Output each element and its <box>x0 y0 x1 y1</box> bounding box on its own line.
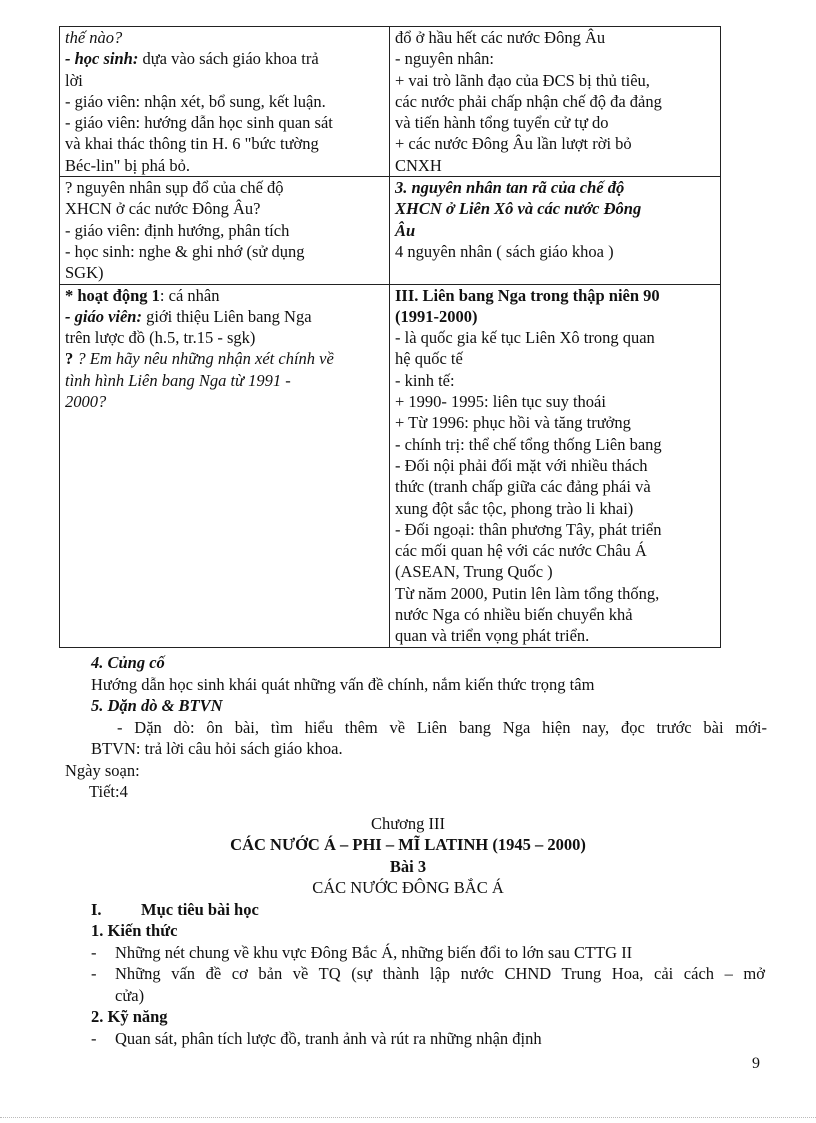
row1-right-line: đổ ở hầu hết các nước Đông Âu <box>395 28 606 47</box>
row2-left-line: SGK) <box>65 263 104 283</box>
period: Tiết:4 <box>89 782 128 801</box>
row1-right-cell <box>390 27 721 177</box>
row3-left-cell <box>60 284 390 647</box>
row2-right-heading: Âu <box>395 220 416 240</box>
row2-right-text: 4 nguyên nhân ( sách giáo khoa ) <box>395 241 614 261</box>
objectives-heading <box>0 899 816 921</box>
row3-right-line: nước Nga có nhiều biến chuyển khả <box>395 605 633 625</box>
row3-right-line: thức (tranh chấp giữa các đảng phái và <box>395 477 651 497</box>
activity-rest: : cá nhân <box>159 285 220 305</box>
teacher-label: - giáo viên: <box>65 306 142 326</box>
row2-left-cell <box>60 177 390 284</box>
row2-right-cell <box>390 177 721 284</box>
row1-right-line: CNXH <box>395 155 442 175</box>
question-line: ? ? Em hãy nêu những nhận xét chính về <box>65 349 334 369</box>
homework-line: - Dặn dò: ôn bài, tìm hiểu thêm về Liên bang Nga hiện nay, đọc trước bài mới- <box>117 717 767 737</box>
question-line: tình hình Liên bang Nga từ 1991 - <box>65 370 291 390</box>
row3-right-line: (ASEAN, Trung Quốc ) <box>395 562 553 582</box>
row1-right-line: các nước phải chấp nhận chế độ đa đảng <box>395 91 662 111</box>
row3-right-line: - là quốc gia kế tục Liên Xô trong quan <box>395 328 655 348</box>
objectives-roman: I. <box>91 899 102 919</box>
question-line: 2000? <box>65 392 107 412</box>
row3-right-line: xung đột sắc tộc, phong trào li khai) <box>395 498 634 518</box>
row1-left-line: - giáo viên: nhận xét, bổ sung, kết luận. <box>65 91 326 111</box>
row1-left-line <box>65 48 384 69</box>
row1-right-line: + vai trò lãnh đạo của ĐCS bị thủ tiêu, <box>395 70 650 90</box>
row1-right-line: + các nước Đông Âu lần lượt rời bỏ <box>395 134 632 154</box>
lesson-title: CÁC NƯỚC ĐÔNG BẮC Á <box>312 878 504 897</box>
lesson-table <box>59 26 721 648</box>
table-row <box>60 284 721 647</box>
row3-right-line: hệ quốc tế <box>395 349 463 369</box>
activity-label: * hoạt động 1 <box>65 285 160 305</box>
lesson-continuation <box>0 652 816 1049</box>
chapter-title: CÁC NƯỚC Á – PHI – MĨ LATINH (1945 – 2000) <box>230 835 586 854</box>
row1-right-line: và tiến hành tổng tuyển cử tự do <box>395 113 609 133</box>
chapter-label: Chương III <box>370 813 446 833</box>
row3-right-line: + 1990- 1995: liên tục suy thoái <box>395 392 606 412</box>
row3-right-line: - kinh tế: <box>395 370 455 390</box>
row3-right-line: - Đối ngoại: thân phương Tây, phát triển <box>395 519 662 539</box>
row2-right-heading: 3. nguyên nhân tan rã của chế độ <box>395 178 625 198</box>
teacher-text: giới thiệu Liên bang Nga <box>141 306 312 326</box>
row3-right-line: Từ năm 2000, Putin lên làm tổng thống, <box>395 583 660 603</box>
prep-date: Ngày soạn: <box>65 760 140 780</box>
skills-item: - Quan sát, phân tích lược đồ, tranh ảnh và rút ra những nhận định <box>91 1028 542 1048</box>
homework-heading: 5. Dặn dò & BTVN <box>91 696 223 715</box>
row3-right-line: + Từ 1996: phục hồi và tăng trưởng <box>395 413 631 433</box>
knowledge-heading: 1. Kiến thức <box>91 921 178 940</box>
page-number: 9 <box>752 1055 760 1072</box>
knowledge-item: - Những vấn đề cơ bản về TQ (sự thành lập nước CHND Trung Hoa, cải cách – mở <box>91 964 765 983</box>
table-row <box>60 177 721 284</box>
row3-right-line: quan và triển vọng phát triển. <box>395 626 590 646</box>
row1-left-cell <box>60 27 390 177</box>
table-row <box>60 27 721 177</box>
row1-left-line: và khai thác thông tin H. 6 "bức tường <box>65 134 319 154</box>
objectives-title: Mục tiêu bài học <box>141 899 259 919</box>
student-text: dựa vào sách giáo khoa trả <box>138 49 319 69</box>
row3-right-line: - Đối nội phải đối mặt với nhiều thách <box>395 455 648 475</box>
knowledge-item: - Những nét chung về khu vực Đông Bắc Á, những biến đổi to lớn sau CTTG II <box>91 942 633 962</box>
consolidation-heading: 4. Củng cố <box>91 653 165 672</box>
row2-right-heading: XHCN ở Liên Xô và các nước Đông <box>395 199 642 219</box>
teacher-line <box>65 306 384 327</box>
knowledge-text: Những nét chung về khu vực Đông Bắc Á, những biến đổi to lớn sau CTTG II <box>115 942 633 962</box>
row2-left-line: - giáo viên: định hướng, phân tích <box>65 220 290 240</box>
row1-left-line: Béc-lin" bị phá bỏ. <box>65 155 190 175</box>
row3-right-line: các mối quan hệ với các nước Châu Á <box>395 541 647 561</box>
skills-heading: 2. Kỹ năng <box>91 1007 168 1026</box>
row2-left-line: - học sinh: nghe & ghi nhớ (sử dụng <box>65 241 305 261</box>
row3-right-cell <box>390 284 721 647</box>
row2-left-line: ? nguyên nhân sụp đổ của chế độ <box>65 178 284 198</box>
section-iii-heading: (1991-2000) <box>395 306 478 326</box>
row3-right-line: - chính trị: thể chế tổng thống Liên bang <box>395 434 662 454</box>
question-text: ? Em hãy nêu những nhận xét chính về <box>77 349 334 369</box>
teacher-line-cont: trên lược đồ (h.5, tr.15 - sgk) <box>65 328 256 348</box>
section-iii-heading: III. Liên bang Nga trong thập niên 90 <box>395 285 660 305</box>
skills-text: Quan sát, phân tích lược đồ, tranh ảnh và rút ra những nhận định <box>115 1028 542 1048</box>
lesson-label: Bài 3 <box>389 856 427 876</box>
activity-line <box>65 285 384 306</box>
footer-divider <box>0 1117 816 1118</box>
row1-left-line: - giáo viên: hướng dẫn học sinh quan sát <box>65 113 333 133</box>
knowledge-text-cont: cửa) <box>115 985 145 1005</box>
homework-line: BTVN: trả lời câu hỏi sách giáo khoa. <box>91 739 343 758</box>
row1-right-line: - nguyên nhân: <box>395 49 494 69</box>
row2-left-line: XHCN ở các nước Đông Âu? <box>65 199 261 219</box>
knowledge-text: Những vấn đề cơ bản về TQ (sự thành lập nước CHND Trung Hoa, cải cách – mở <box>115 964 765 983</box>
consolidation-text: Hướng dẫn học sinh khái quát những vấn đề chính, nắm kiến thức trọng tâm <box>91 674 595 694</box>
row1-left-line: lời <box>65 70 83 90</box>
row1-left-line: thế nào? <box>65 28 123 47</box>
student-label: - học sinh: <box>65 49 139 69</box>
